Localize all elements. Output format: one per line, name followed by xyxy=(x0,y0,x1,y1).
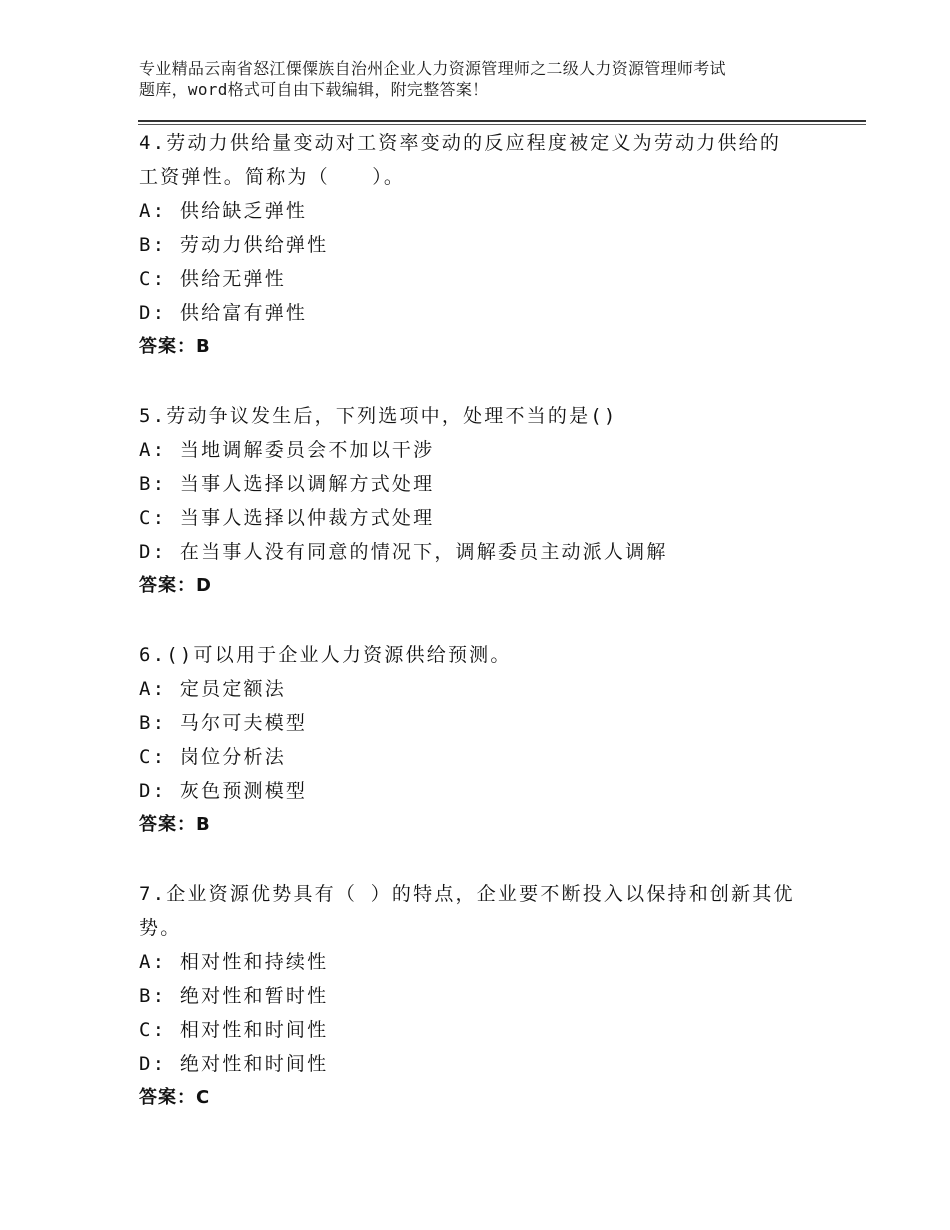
header-line-2: 题库，word格式可自由下载编辑，附完整答案！ xyxy=(139,80,489,99)
question-4 xyxy=(139,126,819,364)
option-a: A: 供给缺乏弹性 xyxy=(139,200,308,222)
question-stem: 6.()可以用于企业人力资源供给预测。 xyxy=(139,644,512,666)
answer-label: 答案：C xyxy=(139,1087,211,1108)
option-a: A: 当地调解委员会不加以干涉 xyxy=(139,439,435,461)
question-stem: 7.企业资源优势具有（ ）的特点，企业要不断投入以保持和创新其优 xyxy=(139,883,795,905)
header-line-1: 专业精品云南省怒江傈僳族自治州企业人力资源管理师之二级人力资源管理师考试 xyxy=(139,59,726,78)
option-b: B: 马尔可夫模型 xyxy=(139,712,308,734)
option-c: C: 供给无弹性 xyxy=(139,268,286,290)
document-header xyxy=(139,58,839,100)
option-c: C: 当事人选择以仲裁方式处理 xyxy=(139,507,435,529)
option-a: A: 相对性和持续性 xyxy=(139,951,329,973)
question-6 xyxy=(139,638,819,842)
answer-label: 答案：D xyxy=(139,575,212,596)
question-7 xyxy=(139,877,819,1115)
question-stem: 5.劳动争议发生后，下列选项中，处理不当的是() xyxy=(139,405,618,427)
option-d: D: 绝对性和时间性 xyxy=(139,1053,329,1075)
option-c: C: 岗位分析法 xyxy=(139,746,286,768)
option-b: B: 绝对性和暂时性 xyxy=(139,985,329,1007)
question-stem: 4.劳动力供给量变动对工资率变动的反应程度被定义为劳动力供给的 xyxy=(139,132,782,154)
option-c: C: 相对性和时间性 xyxy=(139,1019,329,1041)
option-b: B: 劳动力供给弹性 xyxy=(139,234,329,256)
option-d: D: 灰色预测模型 xyxy=(139,780,308,802)
question-stem: 工资弹性。简称为（ ）。 xyxy=(139,166,406,188)
question-stem: 势。 xyxy=(139,917,182,939)
question-5 xyxy=(139,399,819,603)
option-b: B: 当事人选择以调解方式处理 xyxy=(139,473,435,495)
option-d: D: 供给富有弹性 xyxy=(139,302,308,324)
answer-label: 答案：B xyxy=(139,336,211,357)
option-d: D: 在当事人没有同意的情况下，调解委员主动派人调解 xyxy=(139,541,668,563)
header-divider xyxy=(138,120,866,125)
option-a: A: 定员定额法 xyxy=(139,678,286,700)
answer-label: 答案：B xyxy=(139,814,211,835)
